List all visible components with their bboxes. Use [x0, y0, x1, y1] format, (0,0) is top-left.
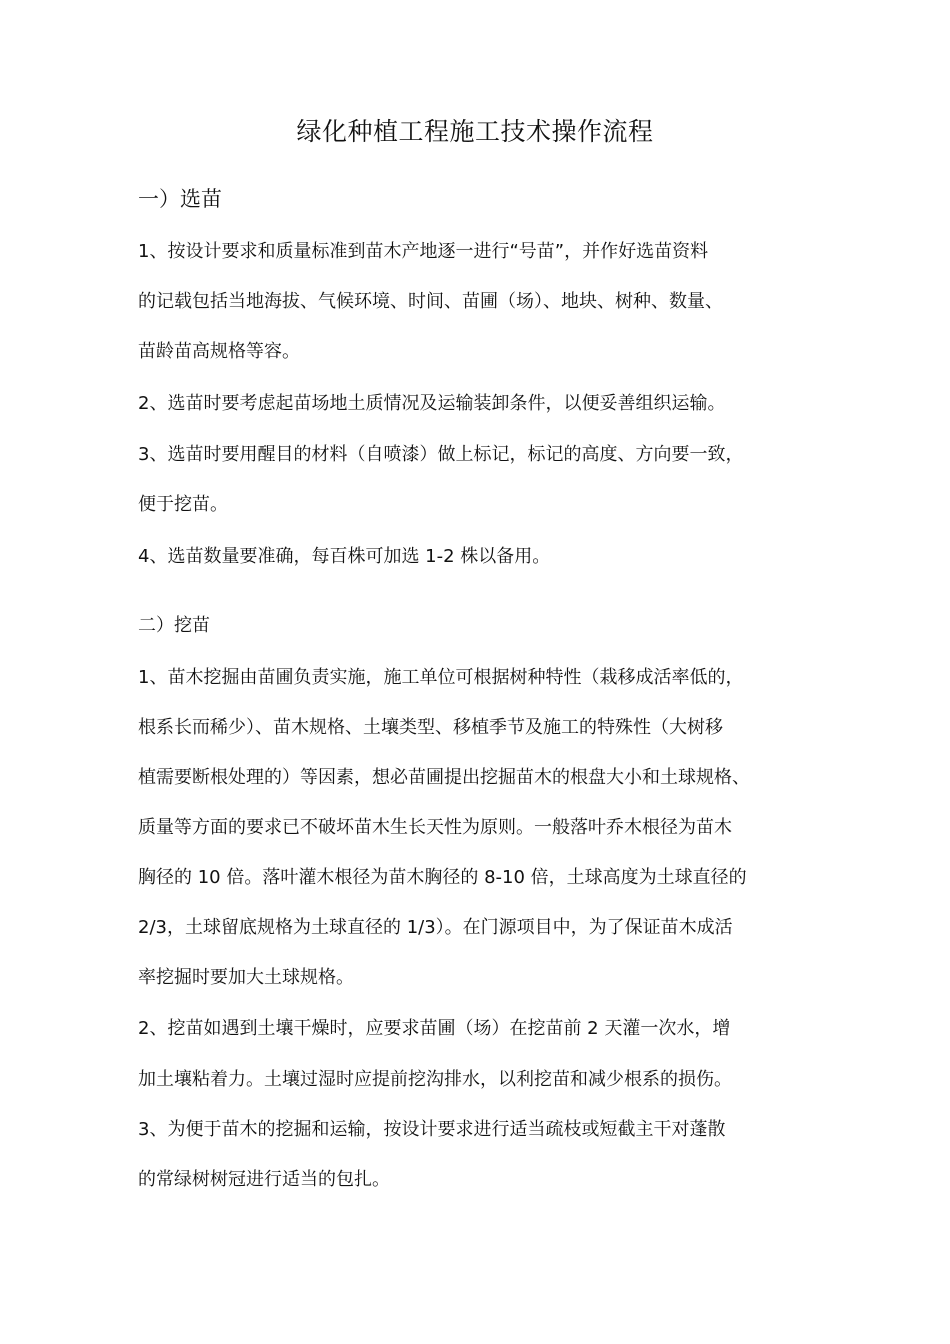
paragraph-line: 胸径的 10 倍。落叶灌木根径为苗木胸径的 8-10 倍，土球高度为土球直径的	[138, 867, 747, 888]
paragraph-line: 的记载包括当地海拔、气候环境、时间、苗圃（场）、地块、树种、数量、	[138, 291, 723, 312]
paragraph-line: 根系长而稀少）、苗木规格、土壤类型、移植季节及施工的特殊性（大树移	[138, 717, 723, 738]
paragraph-line: 2、选苗时要考虑起苗场地土质情况及运输装卸条件，以便妥善组织运输。	[138, 393, 726, 414]
paragraph-line: 4、选苗数量要准确，每百株可加选 1-2 株以备用。	[138, 546, 551, 567]
paragraph-line: 1、按设计要求和质量标准到苗木产地逐一进行“号苗”，并作好选苗资料	[138, 241, 709, 262]
document-title: 绿化种植工程施工技术操作流程	[296, 117, 654, 146]
paragraph-line: 2/3，土球留底规格为土球直径的 1/3）。在门源项目中，为了保证苗木成活	[138, 917, 733, 938]
paragraph-line: 苗龄苗高规格等容。	[138, 341, 300, 362]
paragraph-line: 率挖掘时要加大土球规格。	[138, 967, 354, 988]
section-heading-select-seedlings: 一）选苗	[138, 187, 222, 211]
paragraph-line: 1、苗木挖掘由苗圃负责实施，施工单位可根据树种特性（栽移成活率低的，	[138, 667, 744, 688]
paragraph-line: 质量等方面的要求已不破坏苗木生长天性为原则。一般落叶乔木根径为苗木	[138, 817, 732, 838]
paragraph-line: 2、挖苗如遇到土壤干燥时，应要求苗圃（场）在挖苗前 2 天灌一次水，增	[138, 1018, 731, 1039]
paragraph-line: 便于挖苗。	[138, 494, 228, 515]
section-heading-dig-seedlings: 二）挖苗	[138, 615, 210, 636]
paragraph-line: 的常绿树树冠进行适当的包扎。	[138, 1169, 390, 1190]
paragraph-line: 3、选苗时要用醒目的材料（自喷漆）做上标记，标记的高度、方向要一致，	[138, 444, 744, 465]
paragraph-line: 加土壤粘着力。土壤过湿时应提前挖沟排水，以利挖苗和减少根系的损伤。	[138, 1069, 732, 1090]
paragraph-line: 3、为便于苗木的挖掘和运输，按设计要求进行适当疏枝或短截主干对蓬散	[138, 1119, 726, 1140]
paragraph-line: 植需要断根处理的）等因素，想必苗圃提出挖掘苗木的根盘大小和土球规格、	[138, 767, 750, 788]
